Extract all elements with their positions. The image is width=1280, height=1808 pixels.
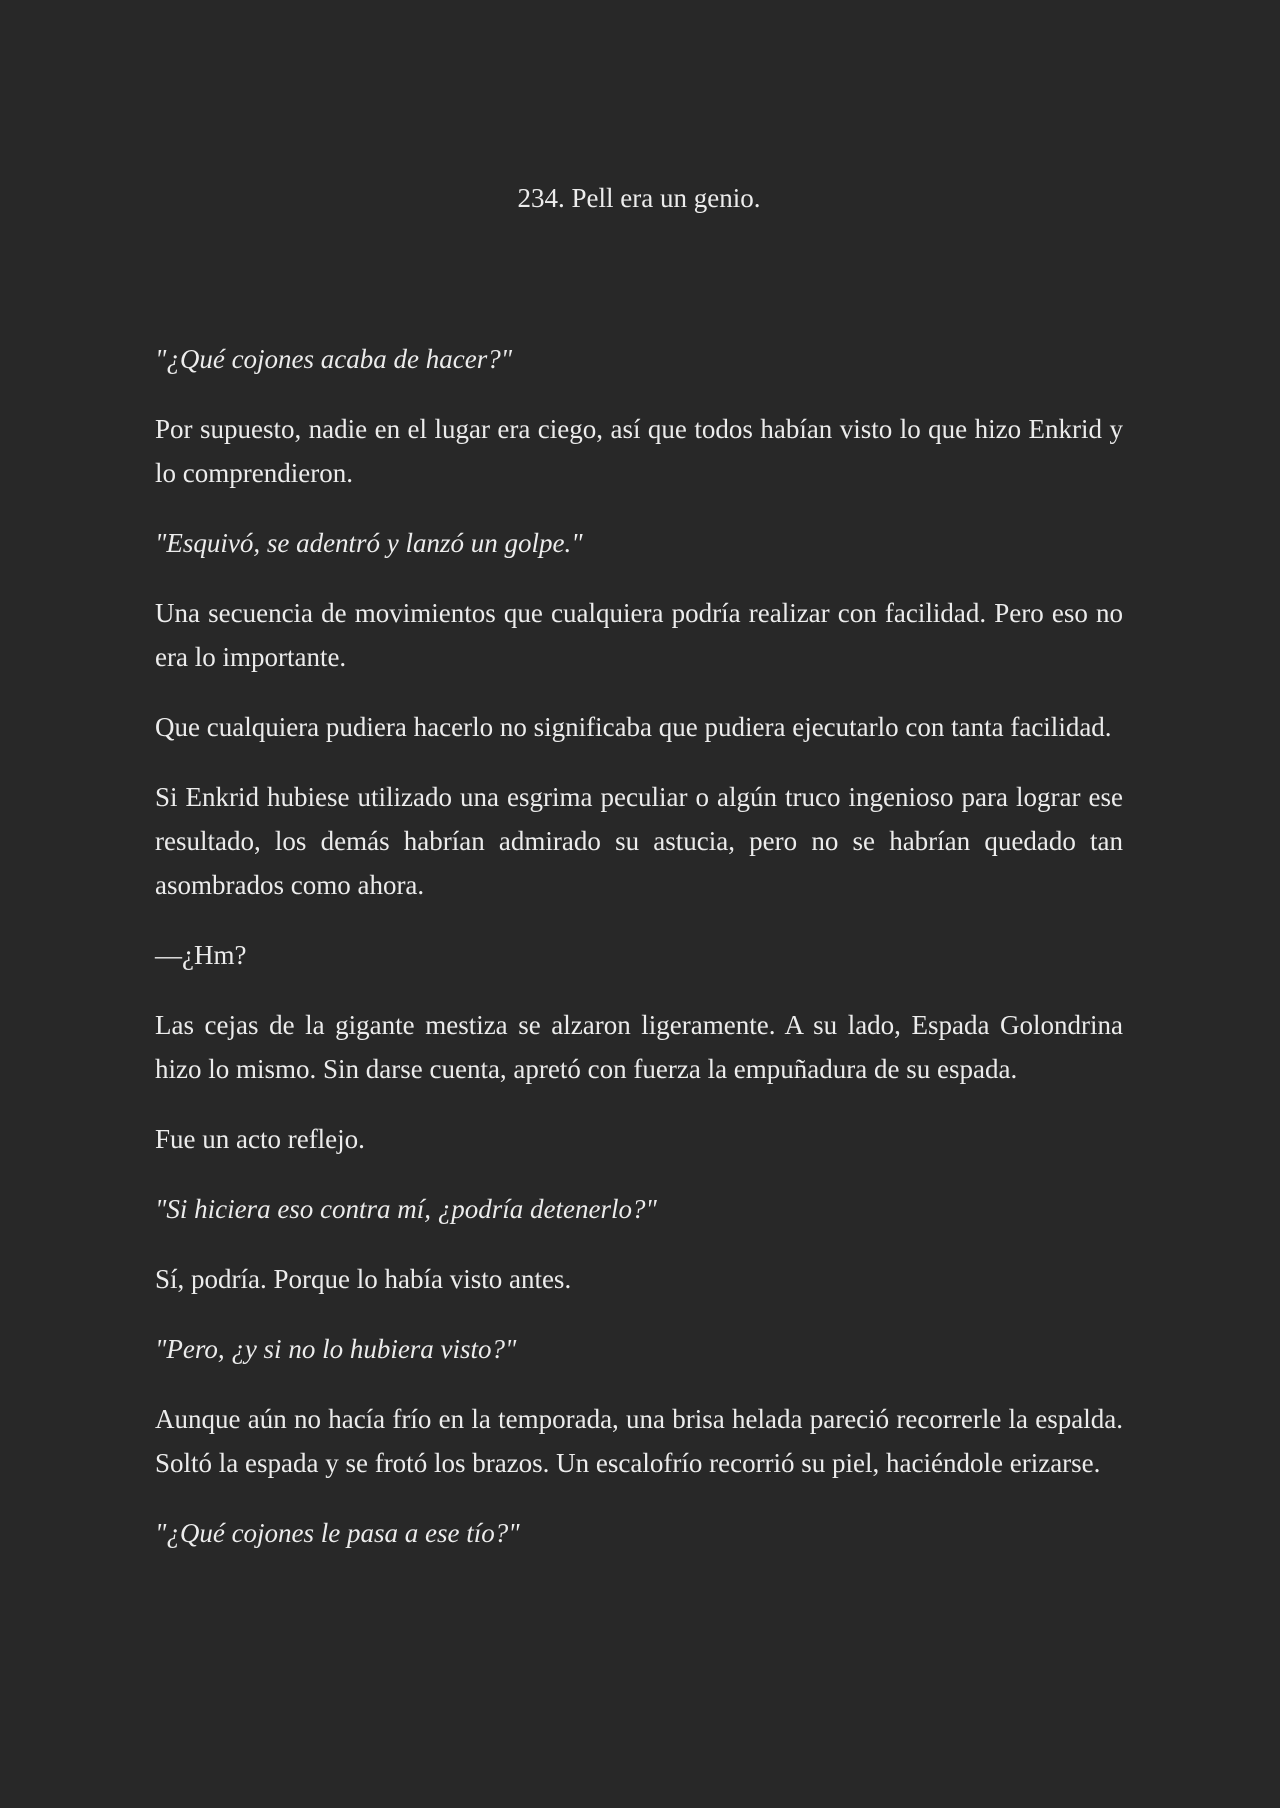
paragraph: Sí, podría. Porque lo había visto antes. xyxy=(155,1264,572,1294)
paragraph: Si Enkrid hubiese utilizado una esgrima peculiar o algún truco ingenioso para lograr ese resultado, los demás habrían admirado su astucia, pero no se habrían quedado tan asombrados como ahora. xyxy=(155,782,1123,900)
paragraph: Fue un acto reflejo. xyxy=(155,1124,365,1154)
paragraph: "Si hiciera eso contra mí, ¿podría detenerlo?" xyxy=(155,1194,657,1224)
paragraph: "¿Qué cojones acaba de hacer?" xyxy=(155,344,513,374)
paragraph: Que cualquiera pudiera hacerlo no significaba que pudiera ejecutarlo con tanta facilidad. xyxy=(155,712,1112,742)
paragraph: Aunque aún no hacía frío en la temporada, una brisa helada pareció recorrerle la espalda. Soltó la espada y se frotó los brazos. Un escalofrío recorrió su piel, haciéndole erizarse. xyxy=(155,1404,1123,1478)
chapter-body xyxy=(155,337,1123,1581)
chapter-title: 234. Pell era un genio. xyxy=(517,183,761,213)
paragraph: "¿Qué cojones le pasa a ese tío?" xyxy=(155,1518,520,1548)
paragraph: "Esquivó, se adentró y lanzó un golpe." xyxy=(155,528,583,558)
paragraph: Una secuencia de movimientos que cualquiera podría realizar con facilidad. Pero eso no era lo importante. xyxy=(155,598,1123,672)
paragraph: "Pero, ¿y si no lo hubiera visto?" xyxy=(155,1334,517,1364)
paragraph: Las cejas de la gigante mestiza se alzaron ligeramente. A su lado, Espada Golondrina hizo lo mismo. Sin darse cuenta, apretó con fuerza la empuñadura de su espada. xyxy=(155,1010,1123,1084)
paragraph: Por supuesto, nadie en el lugar era ciego, así que todos habían visto lo que hizo Enkrid y lo comprendieron. xyxy=(155,414,1123,488)
paragraph: —¿Hm? xyxy=(155,940,247,970)
